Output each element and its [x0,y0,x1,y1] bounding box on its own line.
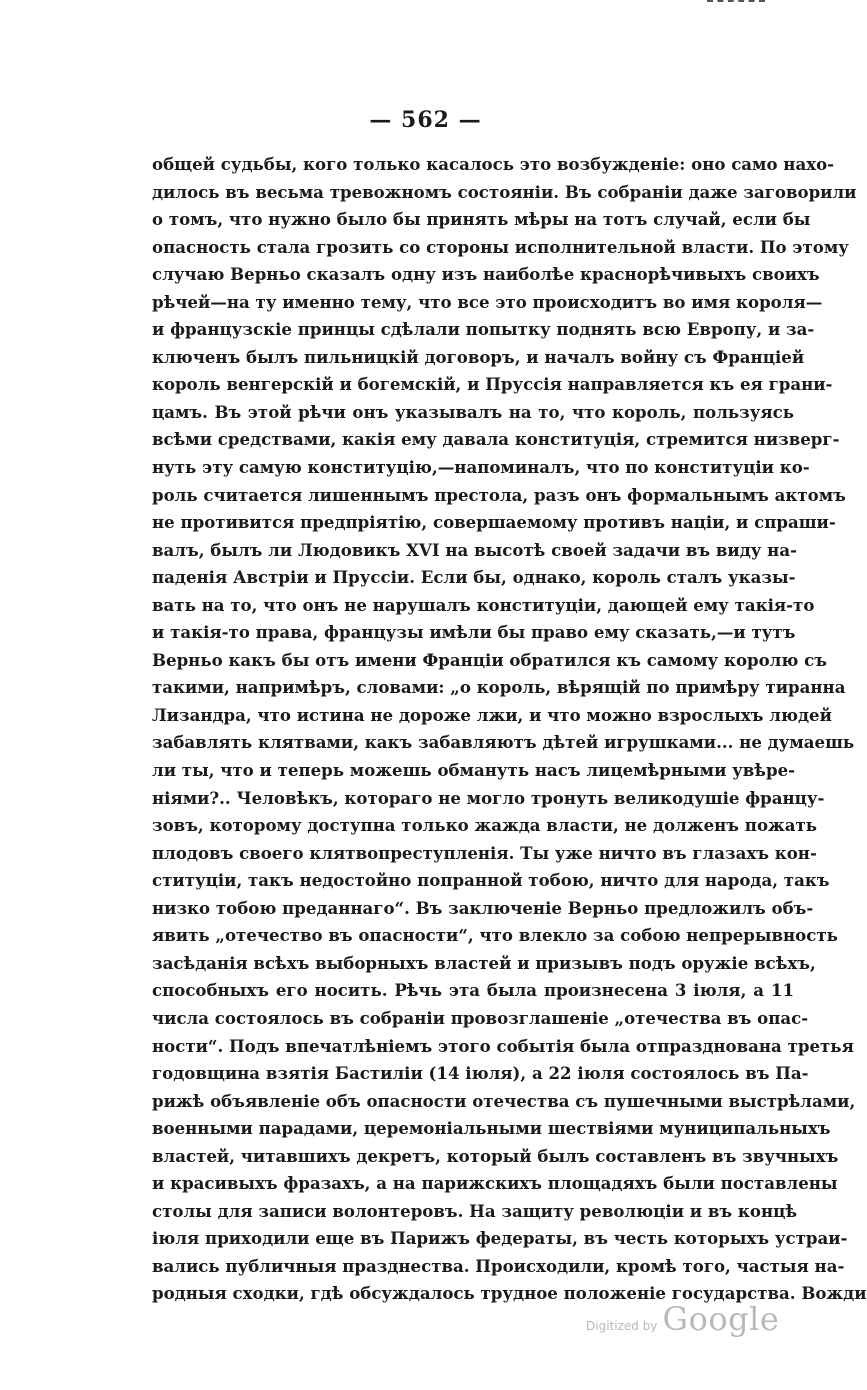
text-line: способныхъ его носить. Рѣчь эта была произнесена 3 іюля, а 11 [152,980,794,1001]
body-text [152,151,867,1308]
text-line: и такія-то права, французы имѣли бы право ему сказать,—и тутъ [152,622,796,643]
text-line: ституціи, такъ недостойно попранной тобою, ничто для народа, такъ [152,870,830,891]
text-line: роль считается лишеннымъ престола, разъ онъ формальнымъ актомъ [152,484,846,505]
text-line: всѣми средствами, какія ему давала конституція, стремится низверг- [152,429,840,450]
text-line: вать на то, что онъ не нарушалъ конституціи, дающей ему такія-то [152,594,815,615]
text-line: низко тобою преданнаго“. Въ заключеніе Верньо предложилъ объ- [152,897,814,918]
text-line: дилось въ весьма тревожномъ состояніи. Въ собраніи даже заговорили [152,181,857,202]
text-line: и красивыхъ фразахъ, а на парижскихъ площадяхъ были поставлены [152,1173,838,1194]
text-line: военными парадами, церемоніальными шествіями муниципальныхъ [152,1118,831,1139]
text-line: явить „отечество въ опасности“, что влекло за собою непрерывность [152,925,838,946]
text-line: и французскіе принцы сдѣлали попытку поднять всю Европу, и за- [152,319,815,340]
text-line: вались публичныя празднества. Происходили, кромѣ того, частыя на- [152,1255,845,1276]
scan-corner-mark [707,0,765,5]
text-line: числа состоялось въ собраніи провозглашеніе „отечества въ опас- [152,1007,809,1028]
text-line: іюля приходили еще въ Парижъ федераты, въ честь которыхъ устраи- [152,1228,848,1249]
text-line: паденія Австріи и Пруссіи. Если бы, однако, король сталъ указы- [152,567,796,588]
text-line: засѣданія всѣхъ выборныхъ властей и призывъ подъ оружіе всѣхъ, [152,952,816,973]
text-line: случаю Верньо сказалъ одну изъ наиболѣе краснорѣчивыхъ своихъ [152,264,820,285]
text-line: нуть эту самую конституцію,—напоминалъ, что по конституціи ко- [152,457,810,478]
text-line: рижѣ объявленіе объ опасности отечества съ пушечными выстрѣлами, [152,1090,856,1111]
text-line: Лизандра, что истина не дороже лжи, и что можно взрослыхъ людей [152,704,832,725]
text-line: зовъ, которому доступна только жажда власти, не долженъ пожать [152,815,818,836]
text-line: властей, читавшихъ декретъ, который былъ составленъ въ звучныхъ [152,1145,839,1166]
text-line: о томъ, что нужно было бы принять мѣры на тотъ случай, если бы [152,209,811,230]
text-line: годовщина взятія Бастиліи (14 іюля), а 22 іюля состоялось въ Па- [152,1063,809,1084]
text-line: общей судьбы, кого только касалось это возбужденіе: оно само нахо- [152,154,835,174]
page-number: — 562 — [369,107,482,133]
text-line: плодовъ своего клятвопреступленія. Ты уже ничто въ глазахъ кон- [152,842,817,863]
text-line: ли ты, что и теперь можешь обмануть насъ лицемѣрными увѣре- [152,760,796,781]
text-line: ключенъ былъ пильницкій договоръ, и началъ войну съ Франціей [152,346,805,367]
text-line: ности“. Подъ впечатлѣніемъ этого событія была отпразднована третья [152,1035,854,1056]
text-line: родныя сходки, гдѣ обсуждалось трудное положеніе государства. Вожди [152,1283,867,1304]
text-line: валъ, былъ ли Людовикъ XVI на высотѣ своей задачи въ виду на- [152,539,797,560]
text-line: забавлять клятвами, какъ забавляютъ дѣтей игрушками... не думаешь [152,732,855,753]
watermark-prefix: Digitized by [586,1319,658,1333]
text-line: король венгерскій и богемскій, и Пруссія направляется къ ея грани- [152,374,833,395]
google-logo: Google [662,1300,780,1338]
digitized-watermark [586,1300,779,1338]
text-line: Верньо какъ бы отъ имени Франціи обратился къ самому королю съ [152,649,828,670]
text-line: не противится предпріятію, совершаемому противъ націи, и спраши- [152,512,836,533]
text-line: такими, напримѣръ, словами: „о король, вѣрящій по примѣру тиранна [152,677,846,698]
text-line: столы для записи волонтеровъ. На защиту революціи и въ концѣ [152,1200,798,1221]
text-line: цамъ. Въ этой рѣчи онъ указывалъ на то, что король, пользуясь [152,401,794,422]
text-line: опасность стала грозить со стороны исполнительной власти. По этому [152,236,849,257]
text-line: ніями?.. Человѣкъ, котораго не могло тронуть великодушіе францу- [152,787,825,808]
text-line: рѣчей—на ту именно тему, что все это происходитъ во имя короля— [152,291,823,312]
